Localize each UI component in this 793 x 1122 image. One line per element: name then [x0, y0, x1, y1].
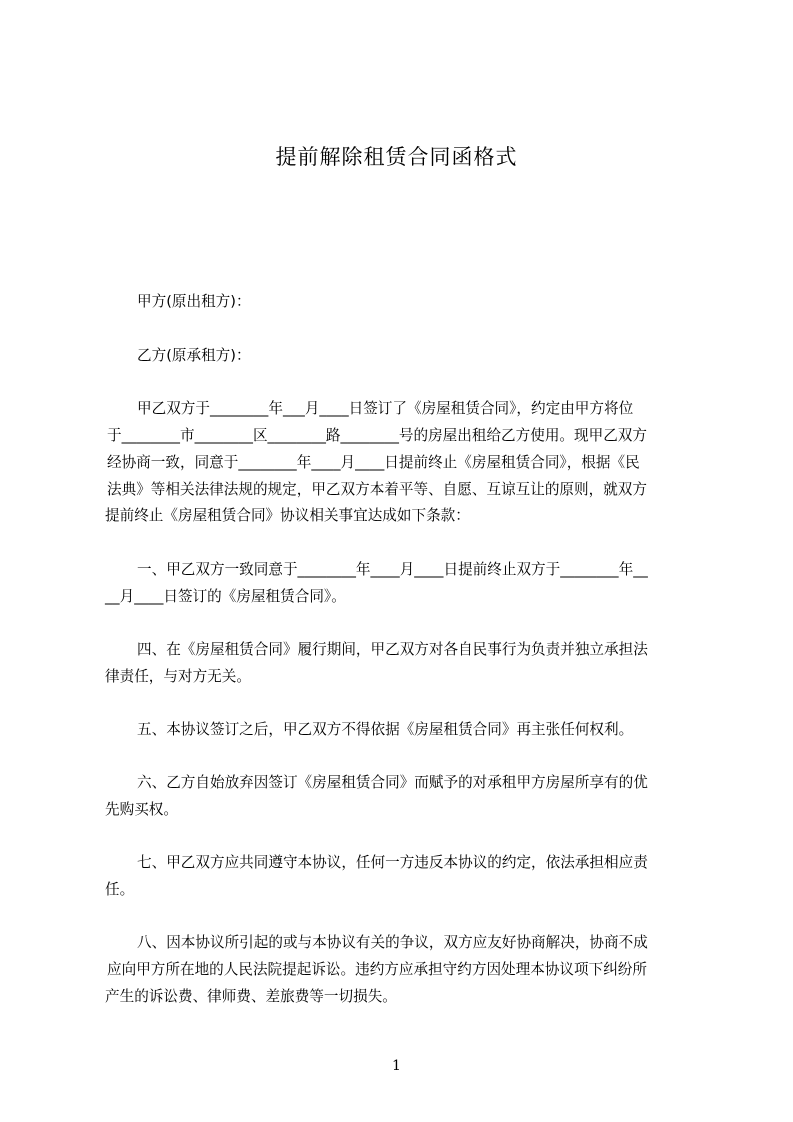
clause-6-line-2: 先购买权。 — [105, 801, 178, 818]
clause-8-line-2: 应向甲方所在地的人民法院提起诉讼。违约方应承担守约方因处理本协议项下纠纷所 — [107, 961, 647, 978]
party-b-line: 乙方(原承租方)： — [137, 347, 251, 364]
intro-line-3: 经协商一致，同意于________年____月____日提前终止《房屋租赁合同》，根据《民 — [107, 454, 640, 471]
party-a-line: 甲方(原出租方)： — [137, 293, 251, 310]
intro-line-1: 甲乙双方于________年___月____日签订了《房屋租赁合同》，约定由甲方将位 — [137, 400, 634, 417]
clause-8-line-3: 产生的诉讼费、律师费、差旅费等一切损失。 — [105, 988, 397, 1005]
intro-line-4: 法典》等相关法律法规的规定，甲乙双方本着平等、自愿、互谅互让的原则，就双方 — [107, 481, 647, 498]
intro-line-5: 提前终止《房屋租赁合同》协议相关事宜达成如下条款： — [105, 507, 470, 524]
clause-6-line-1: 六、乙方自始放弃因签订《房屋租赁合同》而赋予的对承租甲方房屋所享有的优 — [137, 774, 648, 791]
clause-7-line-2: 任。 — [105, 881, 135, 898]
clause-1-line-2: __月____日签订的《房屋租赁合同》。 — [105, 588, 346, 605]
document-title: 提前解除租赁合同函格式 — [275, 145, 518, 169]
clause-7-line-1: 七、甲乙双方应共同遵守本协议，任何一方违反本协议的约定，依法承担相应责 — [137, 854, 648, 871]
clause-1-line-1: 一、甲乙双方一致同意于________年____月____日提前终止双方于________年__ — [137, 561, 648, 578]
clause-4-line-2: 律责任，与对方无关。 — [105, 668, 251, 685]
page-number: 1 — [392, 1058, 401, 1074]
clause-5-line-1: 五、本协议签订之后，甲乙双方不得依据《房屋租赁合同》再主张任何权利。 — [137, 721, 634, 738]
clause-4-line-1: 四、在《房屋租赁合同》履行期间，甲乙双方对各自民事行为负责并独立承担法 — [137, 641, 648, 658]
intro-line-2: 于________市________区________路________号的房屋出租给乙方使用。现甲乙双方 — [107, 427, 647, 444]
clause-8-line-1: 八、因本协议所引起的或与本协议有关的争议，双方应友好协商解决，协商不成 — [137, 934, 648, 951]
